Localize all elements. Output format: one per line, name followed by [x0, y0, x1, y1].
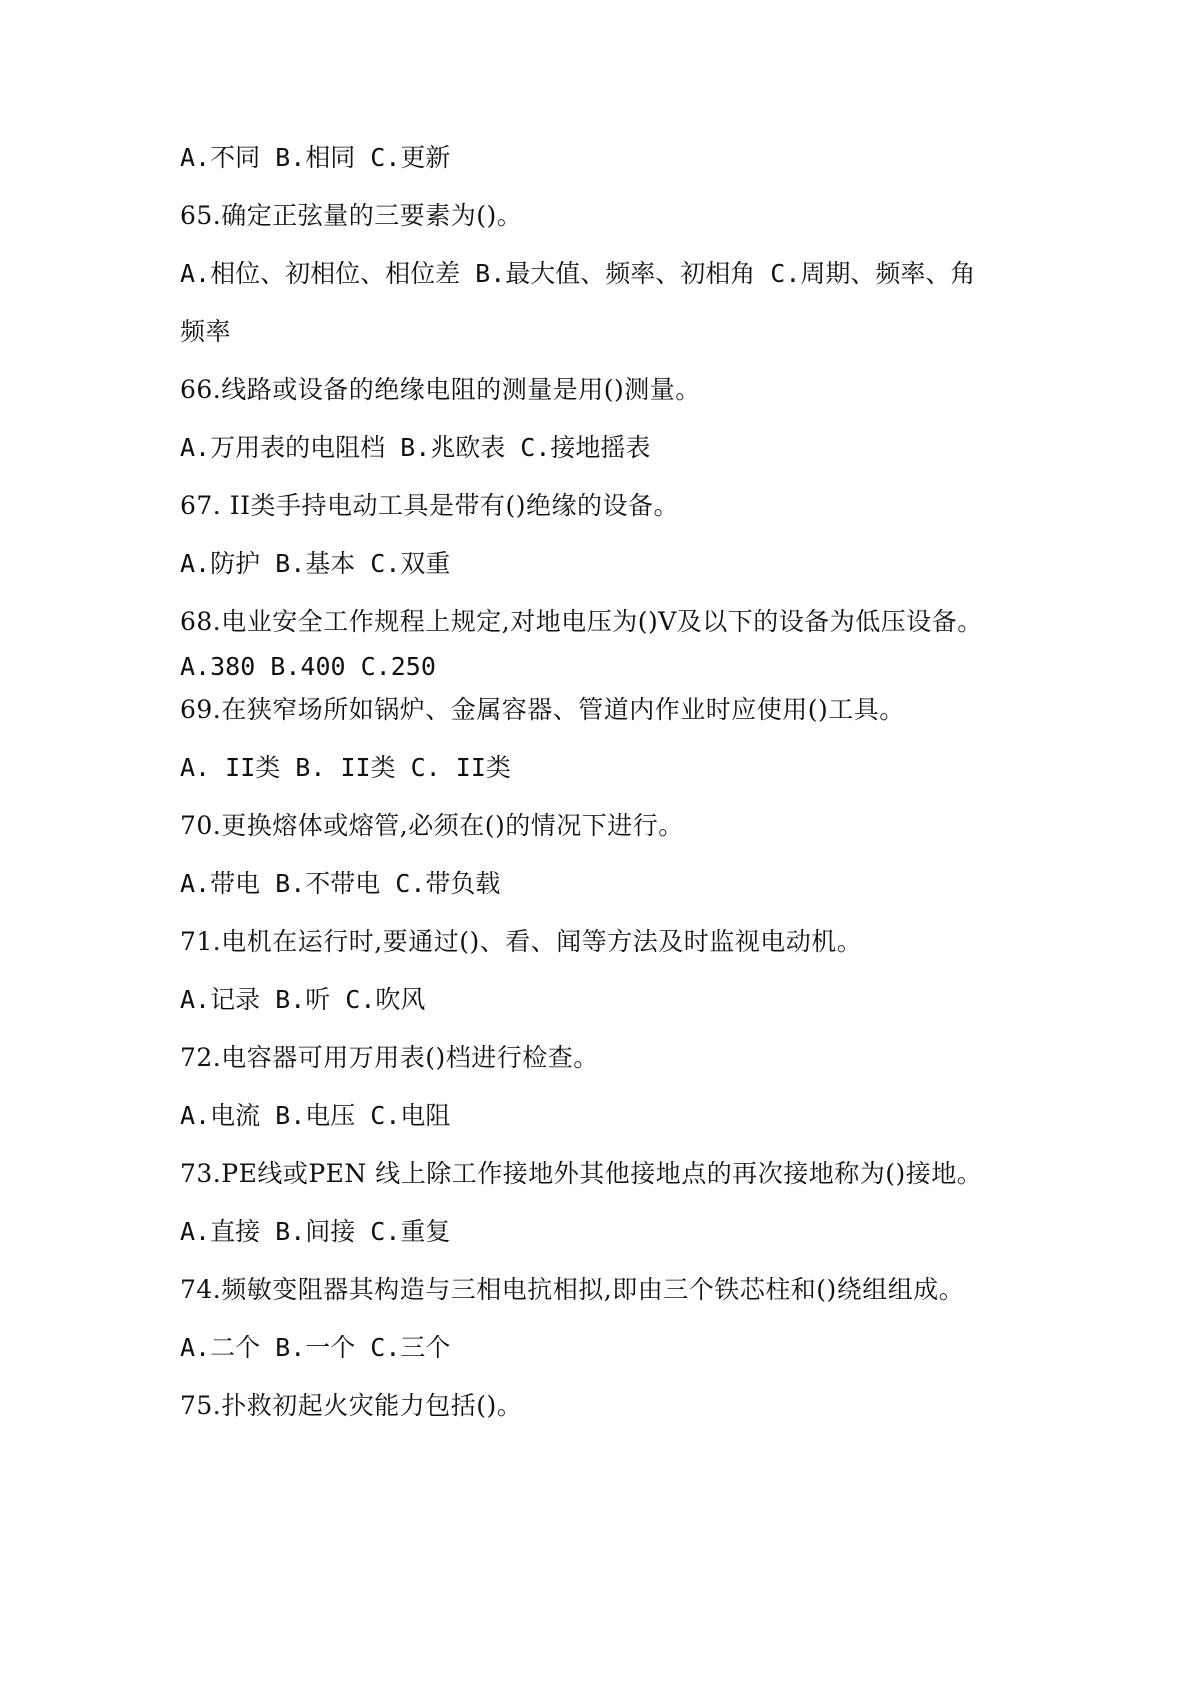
answer-options-74: A.二个 B.一个 C.三个: [180, 1333, 451, 1362]
answer-options-73: A.直接 B.间接 C.重复: [180, 1217, 451, 1246]
answer-options-72: A.电流 B.电压 C.电阻: [180, 1101, 451, 1130]
question-73: 73.PE线或PEN 线上除工作接地外其他接地点的再次接地称为()接地。: [180, 1159, 983, 1188]
question-74: 74.频敏变阻器其构造与三相电抗相拟,即由三个铁芯柱和()绕组组成。: [180, 1275, 965, 1304]
answer-options-69: A. II类 B. II类 C. II类: [180, 753, 511, 782]
question-67: 67. II类手持电动工具是带有()绝缘的设备。: [180, 491, 679, 520]
question-70: 70.更换熔体或熔管,必须在()的情况下进行。: [180, 811, 684, 840]
answer-options-66: A.万用表的电阻档 B.兆欧表 C.接地摇表: [180, 433, 651, 462]
answer-options-65-continued: 频率: [180, 317, 232, 346]
answer-options-65: A.相位、初相位、相位差 B.最大值、频率、初相角 C.周期、频率、角: [180, 259, 976, 288]
answer-options-64: A.不同 B.相同 C.更新: [180, 143, 451, 172]
answer-options-68: A.380 B.400 C.250: [180, 652, 436, 681]
answer-options-70: A.带电 B.不带电 C.带负载: [180, 869, 501, 898]
question-66: 66.线路或设备的绝缘电阻的测量是用()测量。: [180, 375, 701, 404]
question-68: 68.电业安全工作规程上规定,对地电压为()V及以下的设备为低压设备。: [180, 607, 983, 636]
question-75: 75.扑救初起火灾能力包括()。: [180, 1391, 523, 1420]
question-71: 71.电机在运行时,要通过()、看、闻等方法及时监视电动机。: [180, 927, 863, 956]
question-72: 72.电容器可用万用表()档进行检查。: [180, 1043, 599, 1072]
question-69: 69.在狭窄场所如锅炉、金属容器、管道内作业时应使用()工具。: [180, 695, 905, 724]
answer-options-67: A.防护 B.基本 C.双重: [180, 549, 451, 578]
question-65: 65.确定正弦量的三要素为()。: [180, 201, 523, 230]
answer-options-71: A.记录 B.听 C.吹风: [180, 985, 426, 1014]
